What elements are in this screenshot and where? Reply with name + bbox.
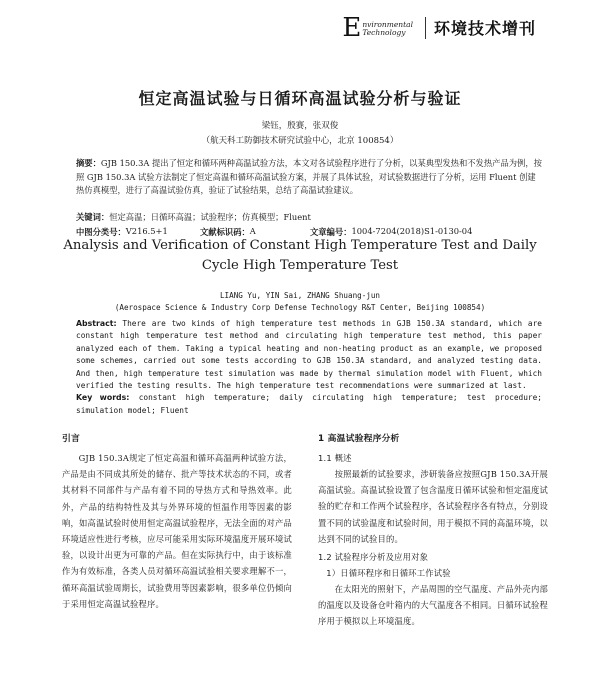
section-1-heading: 1 高温试验程序分析 — [318, 434, 400, 444]
keywords-en-label: Key words: — [76, 393, 130, 403]
doc-code-value: A — [249, 226, 256, 236]
section-1-2-heading: 1.2 试验程序分析及应用对象 — [318, 552, 429, 563]
doc-code-label: 文献标识码： — [200, 227, 250, 237]
article-no-value: 1004-7204(2018)S1-0130-04 — [351, 226, 473, 236]
affiliation-en: (Aerospace Science & Industry Corp Defense Technology R&T Center, Beijing 100854) — [114, 303, 486, 312]
paper-title-cn: 恒定高温试验与日循环高温试验分析与验证 — [138, 89, 462, 108]
abstract-cn-label: 摘要： — [76, 158, 101, 168]
affiliation-cn: （航天科工防御技术研究试验中心，北京 100854） — [201, 136, 399, 146]
section-1-1-paragraph: 按照最新的试验要求，涉研装备应按照GJB 150.3A开展高温试验。高温试验设置了包含温度日循环试验和恒定温度试验的贮存和工作两个试验程序，各试验程序各有特点，分别设置不同的试验温度和试验时间，用于模拟不同的高温环境，以达到不同的试验目的。 — [318, 469, 548, 544]
keywords-en-text: constant high temperature; daily circulating high temperature; test procedure; simulation model; Fluent — [76, 393, 542, 415]
journal-logo — [342, 12, 413, 43]
logo-line-1: nvironmental — [362, 19, 413, 29]
clc-value: V216.5+1 — [125, 226, 168, 236]
abstract-en-label: Abstract: — [76, 319, 117, 328]
body-right-column — [318, 432, 548, 630]
body-left-column — [62, 432, 292, 612]
journal-header — [342, 12, 536, 43]
abstract-cn — [76, 157, 542, 198]
abstract-en — [76, 318, 542, 417]
authors-cn: 梁钰，殷赛，张双俊 — [261, 121, 339, 131]
header-divider — [425, 17, 426, 39]
keywords-cn-label: 关键词： — [76, 212, 110, 222]
section-1-2-1-paragraph: 在太阳光的照射下，产品周围的空气温度、产品外壳内部的温度以及设备仓叶箱内的大气温度各不相同。日循环试验程序用于模拟以上环境温度。 — [318, 584, 548, 627]
abstract-cn-text: GJB 150.3A 提出了恒定和循环两种高温试验方法，本文对各试验程序进行了分析，以某典型发热和不发热产品为例，按照 GJB 150.3A 试验方法制定了恒定高温和循环高温试验方案，并展了具体试验，对试验数据进行了分析，运用 Fluent 创建热仿真模型，进行了高温试验仿真，验证了试验结果，总结了高温试验建议。 — [76, 158, 542, 195]
logo-line-2: Technology — [362, 28, 406, 37]
logo-letter: E — [342, 12, 362, 43]
authors-en: LIANG Yu, YIN Sai, ZHANG Shuang-jun — [219, 291, 380, 300]
article-no-label: 文章编号： — [310, 227, 352, 237]
keywords-cn — [76, 211, 542, 223]
journal-name: 环境技术增刊 — [433, 19, 536, 38]
clc-label: 中图分类号： — [76, 227, 126, 237]
intro-paragraph: GJB 150.3A规定了恒定高温和循环高温两种试验方法，产品是由不同成其所处的储存、批产等技术状态的不同，或者其材料不同部件与产品有着不同的导热方式和导热效率。此外，产品的结构特性及其与外界环境的恒温作用等因素的影响，如高温试验时使用恒定高温试验程序，无法全面的对产品环境适应性进行考核，应尽可能采用实际环境温度开展环境试验，以设计出更为可靠的产品。但在实际执行中，由于该标准作为有效标准，各类人员对循环高温试验相关要求理解不一，循环高温试验周期长，试验费用等因素影响，很多单位仍倾向于采用恒定高温试验程序。 — [62, 453, 292, 609]
intro-heading: 引言 — [62, 434, 80, 444]
paper-title-en: Analysis and Verification of Constant High Temperature Test and Daily Cycle High Temperature Test — [63, 238, 537, 273]
keywords-cn-text: 恒定高温；日循环高温；试验程序；仿真模型；Fluent — [109, 212, 311, 222]
section-1-2-1-heading: 1）日循环程序和日循环工作试验 — [326, 568, 451, 579]
abstract-en-text: There are two kinds of high temperature test methods in GJB 150.3A standard, which are constant high temperature test method and circulating high temperature test method, this paper analyzed each of them. Taking a typical heating and non-heating product as an example, we proposed some schemes, carried out some tests according to GJB 150.3A standard, and analyzed testing data. And then, high temperature test simulation was made by thermal simulation model with Fluent, which verified the testing results. The high temperature test recommendations were summarized at last. — [76, 319, 542, 391]
section-1-1-heading: 1.1 概述 — [318, 453, 352, 463]
